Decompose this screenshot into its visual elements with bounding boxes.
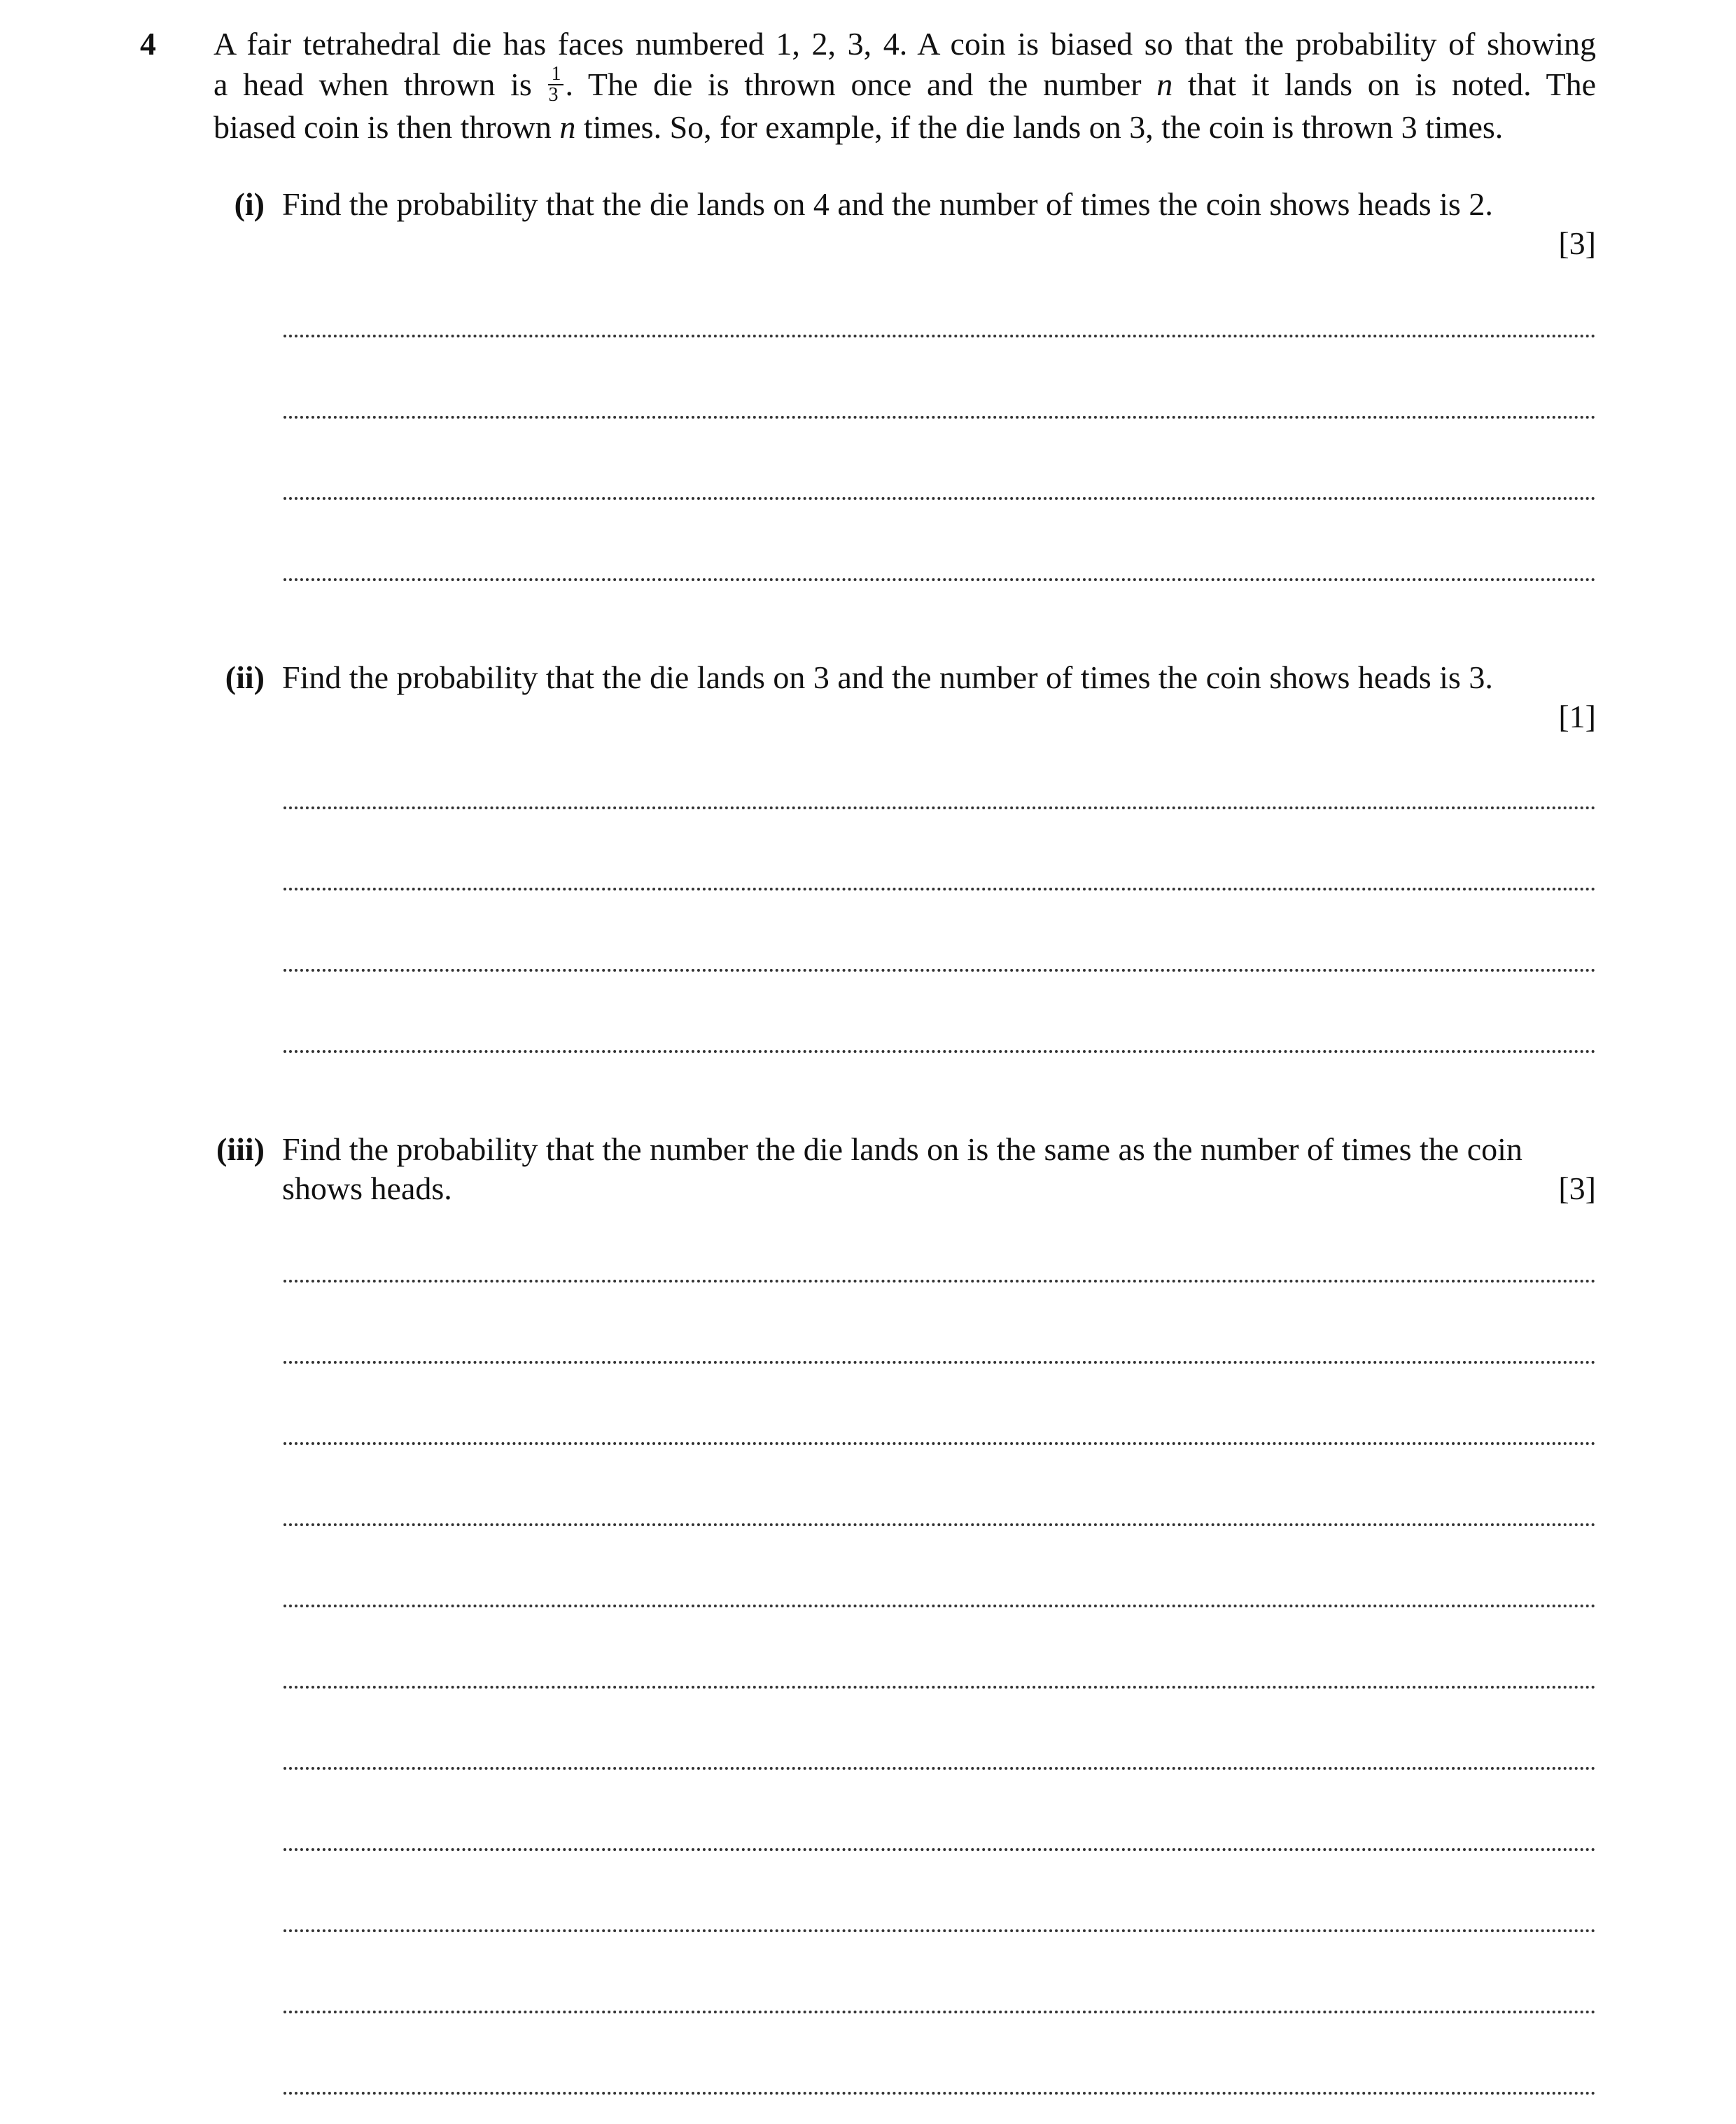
question-number: 4: [140, 26, 156, 62]
part-iii-text: [282, 1130, 1597, 1208]
part-i-marks: [3]: [1558, 225, 1596, 261]
stem-line-2-middle: . The die is thrown once and the number: [565, 67, 1142, 102]
variable-n: n: [559, 109, 576, 146]
answer-line-iii-3[interactable]: [284, 1442, 1596, 1445]
answer-line-iii-9[interactable]: [284, 1929, 1596, 1932]
part-ii-label: (ii): [225, 659, 265, 695]
answer-line-iii-10[interactable]: [284, 2011, 1596, 2013]
answer-line-iii-4[interactable]: [284, 1523, 1596, 1526]
part-iii-label: (iii): [216, 1131, 265, 1167]
answer-line-i-2[interactable]: [284, 416, 1596, 419]
question-stem: [214, 24, 1596, 148]
stem-line-3-start: biased coin is then thrown: [214, 109, 552, 146]
stem-line-2-end: that it lands on is noted. The: [1188, 67, 1596, 102]
stem-line-2-start: a head when thrown is: [214, 67, 532, 102]
answer-line-iii-2[interactable]: [284, 1361, 1596, 1364]
answer-line-ii-4[interactable]: [284, 1050, 1596, 1053]
variable-n: n: [1156, 67, 1173, 102]
part-i-text: Find the probability that the die lands on 4 and the number of times the coin shows heads is 2.: [282, 186, 1493, 222]
answer-line-iii-8[interactable]: [284, 1848, 1596, 1851]
stem-line-3-end: times. So, for example, if the die lands on 3, the coin is thrown 3 times.: [583, 109, 1504, 146]
answer-line-i-1[interactable]: [284, 335, 1596, 337]
answer-line-iii-11[interactable]: [284, 2092, 1596, 2095]
answer-line-iii-1[interactable]: [284, 1280, 1596, 1283]
stem-line-3: [214, 107, 1596, 148]
answer-line-iii-7[interactable]: [284, 1767, 1596, 1770]
fraction-one-third: [548, 65, 564, 104]
part-ii-marks: [1]: [1558, 699, 1596, 734]
stem-line-1: A fair tetrahedral die has faces numbered 1, 2, 3, 4. A coin is biased so that the probability of showing: [214, 26, 1596, 62]
answer-line-i-4[interactable]: [284, 578, 1596, 581]
answer-line-i-3[interactable]: [284, 497, 1596, 500]
answer-line-ii-2[interactable]: [284, 888, 1596, 890]
answer-line-iii-5[interactable]: [284, 1605, 1596, 1607]
answer-line-ii-3[interactable]: [284, 969, 1596, 972]
part-ii-text: Find the probability that the die lands on 3 and the number of times the coin shows heads is 3.: [282, 659, 1493, 695]
fraction-numerator: 1: [548, 65, 564, 85]
part-i-label: (i): [234, 186, 265, 222]
answer-line-iii-6[interactable]: [284, 1686, 1596, 1689]
answer-line-ii-1[interactable]: [284, 806, 1596, 809]
part-iii-marks: [3]: [1558, 1171, 1596, 1206]
part-iii-text-line-2: shows heads.: [282, 1171, 452, 1206]
stem-line-2: [214, 64, 1596, 107]
fraction-denominator: 3: [548, 84, 559, 106]
part-iii-text-line-1: Find the probability that the number the die lands on is the same as the number of times the coin: [282, 1131, 1522, 1167]
